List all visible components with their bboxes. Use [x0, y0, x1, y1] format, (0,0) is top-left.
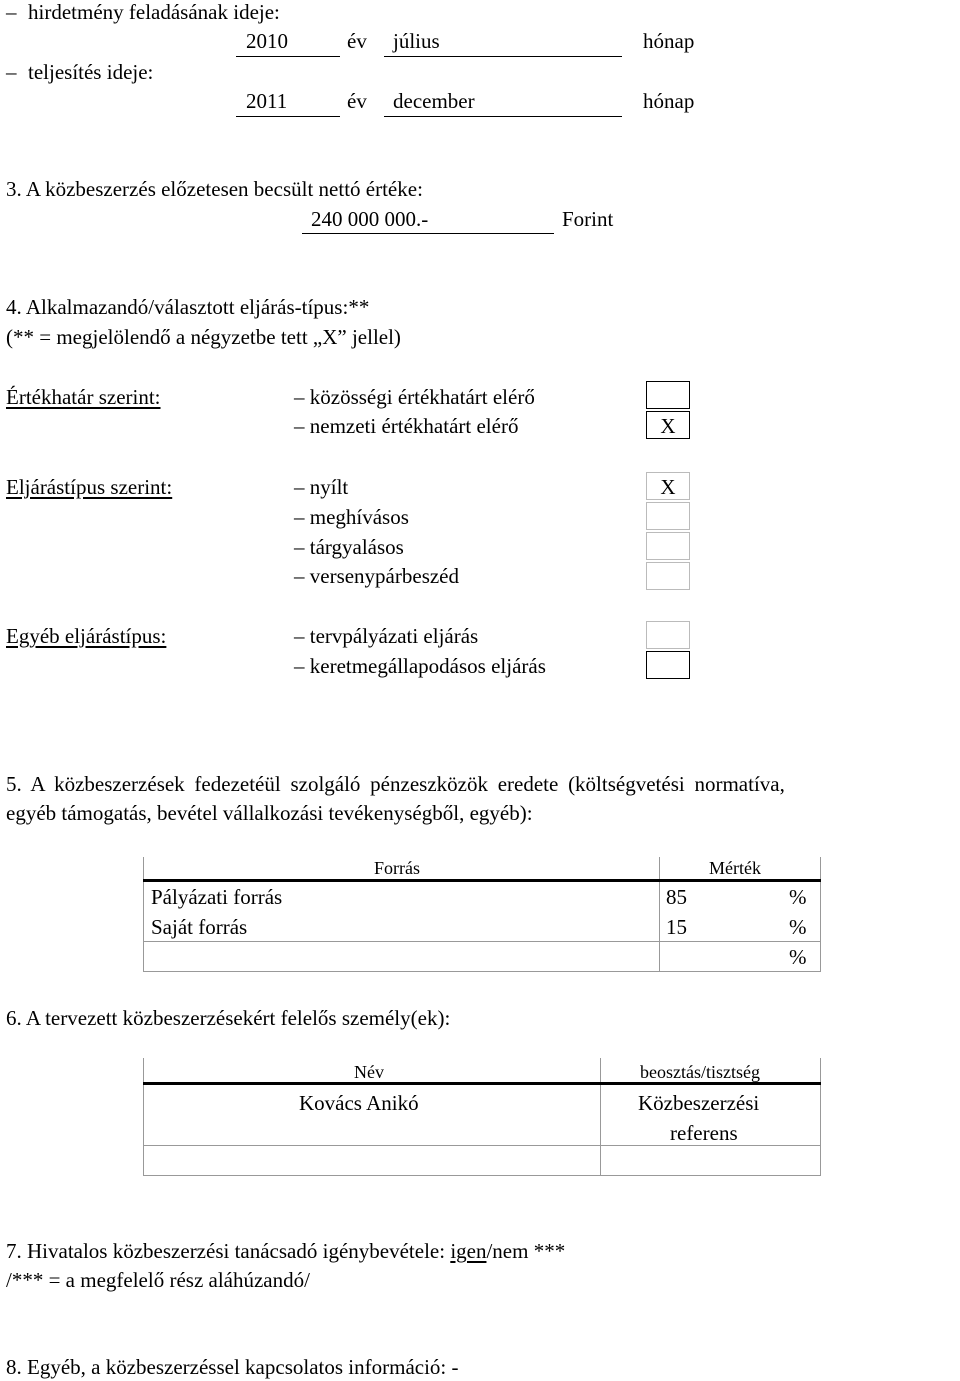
option-label: – versenypárbeszéd	[294, 564, 460, 588]
column-header-name: Név	[354, 1062, 384, 1082]
table-border	[143, 971, 821, 972]
percent-unit: %	[789, 945, 807, 969]
section4-note: (** = megjelölendő a négyzetbe tett „X” jellel)	[6, 325, 401, 349]
position-cell: Közbeszerzési	[638, 1091, 760, 1115]
year-word: év	[347, 29, 367, 53]
table-border	[820, 857, 821, 972]
section7-yes[interactable]: igen	[450, 1239, 487, 1263]
source-cell: Saját forrás	[151, 915, 248, 939]
option-checkbox[interactable]	[646, 532, 690, 560]
year-word: év	[347, 89, 367, 113]
month-word: hónap	[643, 89, 695, 113]
rate-cell: 15	[666, 915, 687, 939]
dash: –	[6, 0, 17, 24]
table-header-rule	[143, 1082, 821, 1085]
option-label: – nyílt	[294, 475, 349, 499]
table-border	[143, 1145, 821, 1146]
table-border	[659, 857, 660, 972]
section7-prefix: 7. Hivatalos közbeszerzési tanácsadó igénybevétele:	[6, 1239, 451, 1263]
section3-title: 3. A közbeszerzés előzetesen becsült nettó értéke:	[6, 177, 423, 201]
section5-title-line1: 5. A közbeszerzések fedezetéül szolgáló pénzeszközök eredete (költségvetési normatíva,	[6, 772, 785, 796]
option-label: – keretmegállapodásos eljárás	[294, 654, 546, 678]
option-label: – tervpályázati eljárás	[294, 624, 479, 648]
position-cell: referens	[670, 1121, 738, 1145]
table-border	[143, 941, 821, 942]
section5-title-line2: egyéb támogatás, bevétel vállalkozási tevékenységből, egyéb):	[6, 801, 533, 825]
value-group-label: Értékhatár szerint:	[6, 385, 161, 409]
estimated-value: 240 000 000.-	[311, 207, 429, 231]
option-label: – nemzeti értékhatárt elérő	[294, 414, 519, 438]
section4-title: 4. Alkalmazandó/választott eljárás-típus:**	[6, 295, 370, 319]
option-label: – meghívásos	[294, 505, 409, 529]
announce-month: július	[393, 29, 440, 53]
table-border	[143, 857, 144, 972]
section8-title: 8. Egyéb, a közbeszerzéssel kapcsolatos információ: -	[6, 1355, 459, 1379]
source-cell: Pályázati forrás	[151, 885, 283, 909]
option-checkbox[interactable]: X	[646, 411, 690, 439]
option-checkbox[interactable]	[646, 381, 690, 409]
table-border	[143, 1175, 821, 1176]
option-checkbox[interactable]	[646, 621, 690, 649]
rate-cell: 85	[666, 885, 687, 909]
dash: –	[6, 60, 17, 84]
announce-label: hirdetmény feladásának ideje:	[28, 0, 280, 24]
announce-year: 2010	[246, 29, 288, 53]
section7-line	[6, 1241, 565, 1262]
name-cell: Kovács Anikó	[299, 1091, 419, 1115]
table-border	[143, 1058, 144, 1176]
complete-year: 2011	[246, 89, 288, 113]
option-label: – tárgyalásos	[294, 535, 404, 559]
column-header-position: beosztás/tisztség	[640, 1062, 760, 1082]
complete-month: december	[393, 89, 475, 113]
table-border	[820, 1058, 821, 1176]
other-group-label: Egyéb eljárástípus:	[6, 624, 167, 648]
complete-label: teljesítés ideje:	[28, 60, 154, 84]
option-label: – közösségi értékhatárt elérő	[294, 385, 535, 409]
section6-title: 6. A tervezett közbeszerzésekért felelős személy(ek):	[6, 1006, 451, 1030]
column-header-source: Forrás	[374, 858, 420, 878]
option-checkbox[interactable]	[646, 651, 690, 679]
option-checkbox[interactable]: X	[646, 472, 690, 500]
table-border	[600, 1058, 601, 1176]
percent-unit: %	[789, 915, 807, 939]
column-header-rate: Mérték	[709, 858, 761, 878]
month-word: hónap	[643, 29, 695, 53]
section7-rest: /nem ***	[486, 1239, 566, 1263]
currency: Forint	[562, 207, 614, 231]
procedure-group-label: Eljárástípus szerint:	[6, 475, 173, 499]
option-checkbox[interactable]	[646, 502, 690, 530]
percent-unit: %	[789, 885, 807, 909]
section7-note: /*** = a megfelelő rész aláhúzandó/	[6, 1268, 310, 1292]
table-header-rule	[143, 879, 821, 882]
option-checkbox[interactable]	[646, 562, 690, 590]
